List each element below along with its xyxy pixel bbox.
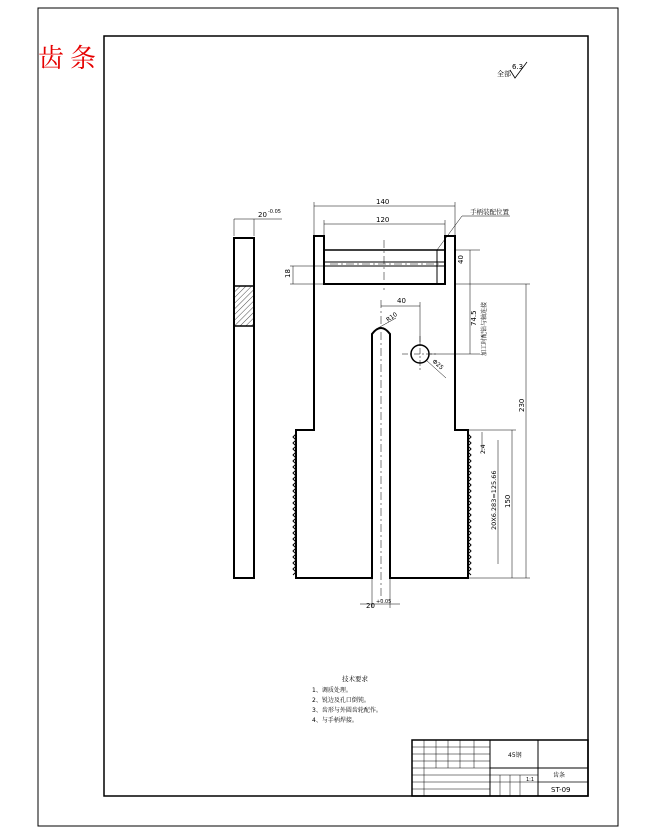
dim-tooth-top: 2.4 [480, 444, 487, 454]
title-scale: 1:1 [526, 777, 535, 783]
front-view [293, 236, 471, 600]
side-tolerance-dim: -0.05 [268, 209, 281, 215]
roughness-label: 全部 [497, 70, 511, 78]
dim-total-length: 230 [518, 398, 526, 412]
roughness-value: 6.3 [512, 63, 524, 71]
dim-slot-radius: R10 [385, 311, 399, 324]
dim-tooth-spec: 20X6.283=125.66 [490, 470, 498, 530]
dimension-lines [290, 202, 530, 608]
drawing-title: 齿条 [38, 44, 103, 74]
dim-slot-offset: 18 [284, 269, 292, 278]
side-thickness-dim: 20 [258, 211, 267, 219]
tech-req-item: 2、锐边及孔口倒钝。 [312, 697, 370, 704]
tech-requirements [312, 674, 382, 724]
tech-req-item: 3、齿形与外圆齿轮配作。 [312, 707, 382, 714]
tech-req-item: 1、调质处理。 [312, 687, 352, 694]
dim-hole-offset-y: 74.5 [470, 310, 478, 326]
dim-hole-offset-x: 40 [397, 297, 406, 305]
slot-note: 手柄装配位置 [470, 208, 509, 216]
dim-inner-width: 120 [376, 216, 390, 224]
title-drawing-no: ST-09 [551, 786, 571, 794]
side-view [234, 209, 282, 578]
title-part-name: 齿条 [553, 772, 566, 779]
section-hatch [234, 286, 254, 326]
dim-slot-height: 40 [457, 255, 465, 264]
title-material: 45钢 [508, 752, 522, 759]
dim-hole-diameter: Φ25 [430, 358, 445, 372]
handle-slot [324, 250, 445, 284]
dim-bottom-slot-width: 20 [366, 602, 375, 610]
dim-overall-width: 140 [376, 198, 390, 206]
dimension-texts [284, 198, 526, 610]
roughness-symbol [497, 62, 527, 78]
tech-req-item: 4、与手柄焊接。 [312, 717, 358, 724]
hole-note: 加工时配钻与轴连接 [481, 301, 488, 356]
dim-bottom-slot-tol: +0.05 [376, 599, 392, 605]
tech-req-heading: 技术要求 [342, 675, 368, 683]
dim-tooth-length: 150 [504, 494, 512, 508]
